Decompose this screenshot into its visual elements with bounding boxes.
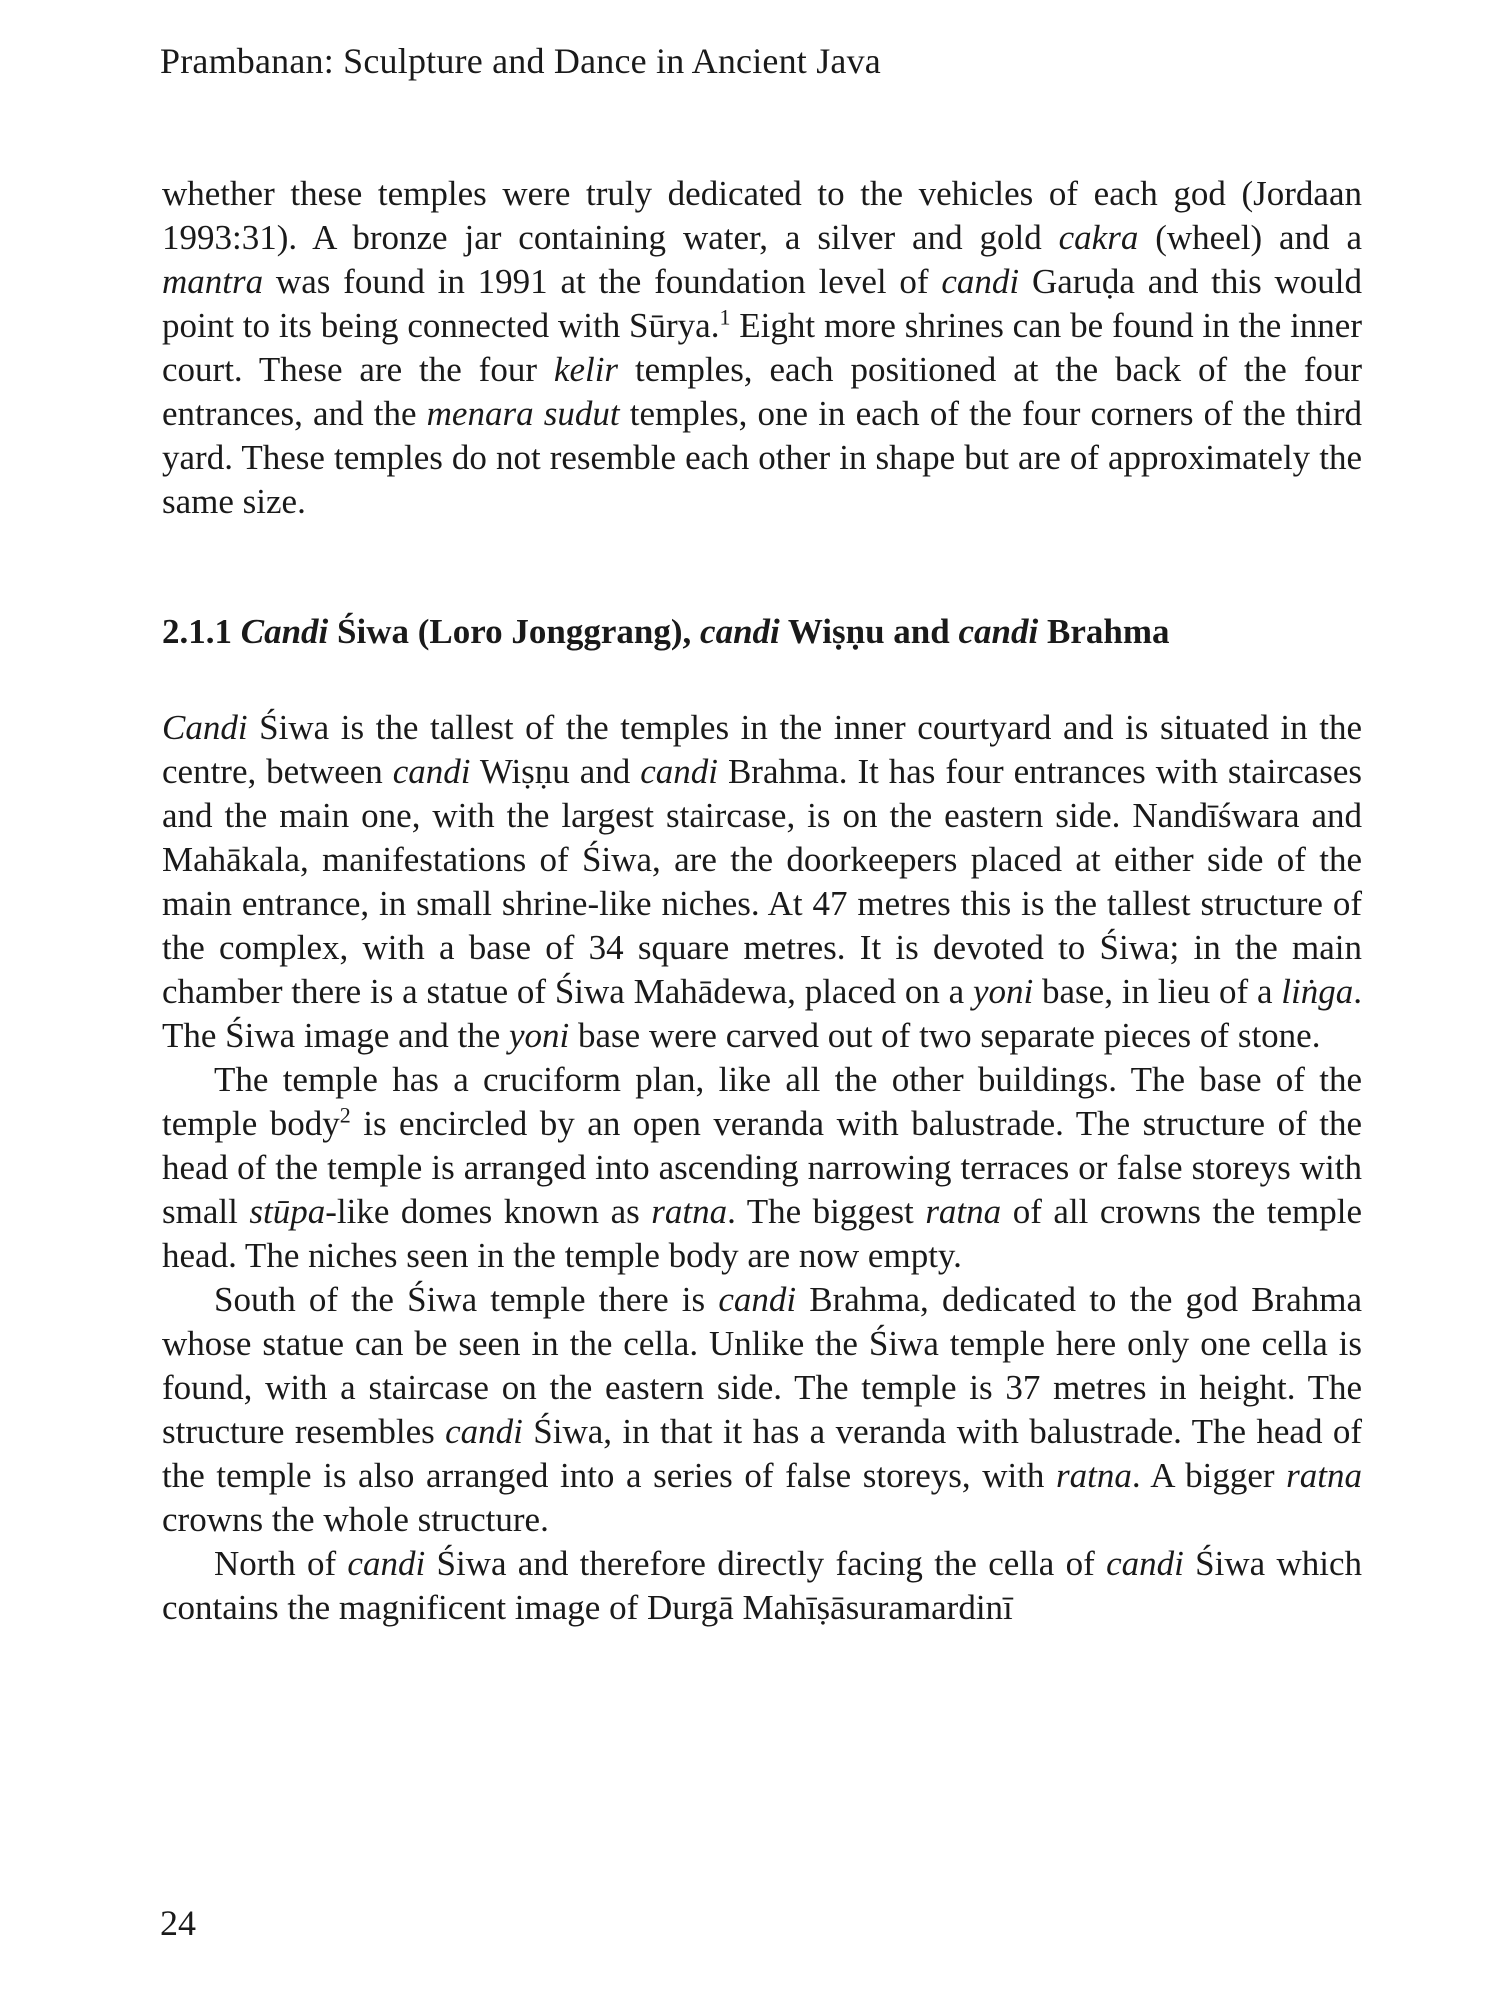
- text-run: 2.1.1: [162, 612, 241, 651]
- italic-term: ratna: [1056, 1456, 1132, 1495]
- italic-term: ratna: [1286, 1456, 1363, 1495]
- paragraph: [162, 706, 1362, 1058]
- paragraph-continued: [162, 172, 1362, 524]
- footnote-ref: 2: [339, 1102, 351, 1128]
- italic-term: ratna: [925, 1192, 1002, 1231]
- italic-term: candi: [941, 262, 1020, 301]
- italic-term: candi: [347, 1544, 426, 1583]
- text-run: Brahma: [1038, 612, 1170, 651]
- text-run: base were carved out of two separate pieces of stone.: [569, 1016, 1321, 1055]
- italic-term: mantra: [162, 262, 264, 301]
- text-run: Wiṣṇu and: [470, 752, 641, 791]
- text-run: whether these temples were truly dedicated to the vehicles of each god (Jordaan 1993:31). A bronze jar containing water, a silver and gold: [162, 174, 1362, 257]
- italic-term: yoni: [508, 1016, 570, 1055]
- italic-term: candi: [392, 752, 471, 791]
- paragraph: [162, 1542, 1362, 1630]
- italic-term: yoni: [972, 972, 1034, 1011]
- italic-term: kelir: [553, 350, 619, 389]
- text-run: South of the Śiwa temple there is: [214, 1280, 719, 1319]
- text-run: of all crowns the temple head. The niches seen in the temple body are now empty.: [162, 1192, 1362, 1275]
- text-run: base, in lieu of a: [1033, 972, 1282, 1011]
- text-run: . A bigger: [1131, 1456, 1287, 1495]
- italic-term: candi: [445, 1412, 523, 1451]
- text-run: is encircled by an open veranda with balustrade. The structure of the head of the temple is arranged into ascending narrowing terraces or false storeys with small: [162, 1104, 1362, 1231]
- body-text: [162, 706, 1362, 1630]
- paragraph: [162, 1058, 1362, 1278]
- text-run: Brahma. It has four entrances with staircases and the main one, with the largest staircase, is on the eastern side. Nandīśwara and Mahākala, manifestations of Śiwa, are the doorkeepers placed at either side of the main entrance, in small shrine-like niches. At 47 metres this is the tallest structure of the complex, with a base of 34 square metres. It is devoted to Śiwa; in the main chamber there is a statue of Śiwa Mahādewa, placed on a: [162, 752, 1362, 1011]
- italic-term: liṅga: [1281, 972, 1354, 1011]
- text-run: temples, each positioned at the back of the four entrances, and the: [162, 350, 1362, 433]
- text-run: Śiwa is the tallest of the temples in the inner courtyard and is situated in the centre, between: [162, 708, 1362, 791]
- text-run: crowns the whole structure.: [162, 1500, 549, 1539]
- italic-term: stūpa: [249, 1192, 326, 1231]
- text-run: temples, one in each of the four corners of the third yard. These temples do not resemble each other in shape but are of approximately the same size.: [162, 394, 1363, 521]
- italic-term: candi: [640, 752, 718, 791]
- text-run: Śiwa, in that it has a veranda with balustrade. The head of the temple is also arranged into a series of false storeys, with: [162, 1412, 1362, 1495]
- text-run: -like domes known as: [325, 1192, 652, 1231]
- italic-term: cakra: [1058, 218, 1139, 257]
- text-run: was found in 1991 at the foundation level of: [263, 262, 942, 301]
- italic-term: Candi: [240, 612, 329, 651]
- text-run: Brahma, dedicated to the god Brahma whose statue can be seen in the cella. Unlike the Śiwa temple here only one cella is found, with a staircase on the eastern side. The temple is 37 metres in height. The structure resembles: [162, 1280, 1362, 1451]
- italic-term: candi: [718, 1280, 797, 1319]
- text-run: Eight more shrines can be found in the inner court. These are the four: [162, 306, 1362, 389]
- running-header: Prambanan: Sculpture and Dance in Ancient Java: [160, 41, 881, 81]
- italic-term: menara sudut: [426, 394, 620, 433]
- text-run: The temple has a cruciform plan, like all the other buildings. The base of the temple body: [162, 1060, 1362, 1143]
- italic-term: ratna: [651, 1192, 728, 1231]
- italic-term: Candi: [162, 708, 248, 747]
- text-run: North of: [214, 1544, 348, 1583]
- italic-term: candi: [1106, 1544, 1184, 1583]
- paragraph: [162, 1278, 1362, 1542]
- text-run: (wheel) and a: [1138, 218, 1362, 257]
- italic-term: candi: [958, 612, 1039, 651]
- text-run: Garuḍa and this would point to its being connected with Sūrya.: [162, 262, 1363, 345]
- text-run: . The biggest: [727, 1192, 926, 1231]
- text-run: Śiwa and therefore directly facing the cella of: [425, 1544, 1107, 1583]
- text-run: Śiwa which contains the magnificent image of Durgā Mahīṣāsuramardinī: [162, 1544, 1362, 1627]
- section-heading: [162, 612, 1169, 652]
- footnote-ref: 1: [719, 304, 731, 330]
- italic-term: candi: [700, 612, 780, 651]
- text-run: Wiṣṇu and: [779, 612, 959, 651]
- text-run: Śiwa (Loro Jonggrang),: [328, 612, 701, 651]
- page-number: 24: [160, 1903, 196, 1943]
- continued-paragraph: [162, 172, 1362, 524]
- text-run: . The Śiwa image and the: [162, 972, 1362, 1055]
